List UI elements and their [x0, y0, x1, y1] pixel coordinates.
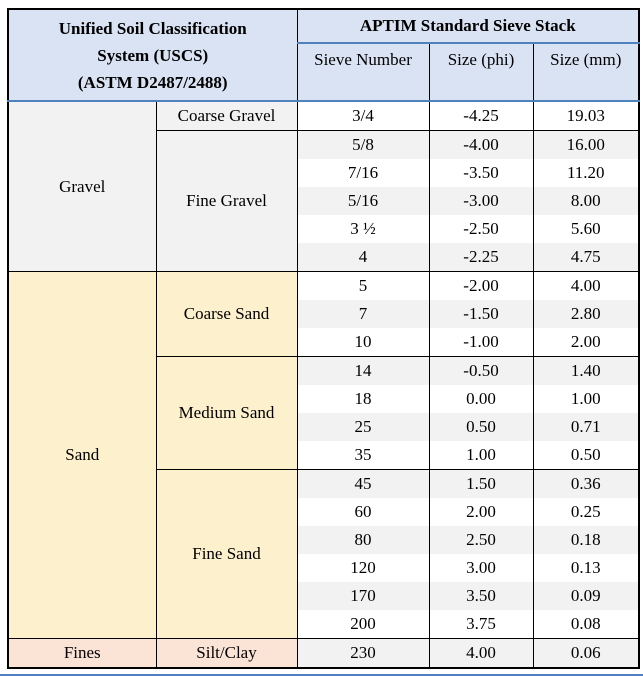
subgroup-label-cell: Medium Sand [156, 357, 297, 470]
cell-sieve-number: 80 [297, 526, 429, 554]
cell-size-mm: 8.00 [533, 187, 639, 215]
cell-size-mm: 5.60 [533, 215, 639, 243]
cell-size-mm: 0.06 [533, 639, 639, 669]
cell-size-mm: 4.00 [533, 272, 639, 301]
cell-size-phi: -2.50 [429, 215, 533, 243]
cell-sieve-number: 230 [297, 639, 429, 669]
cell-sieve-number: 14 [297, 357, 429, 386]
subgroup-label-cell: Silt/Clay [156, 639, 297, 669]
cell-size-phi: -2.00 [429, 272, 533, 301]
table-row [8, 272, 639, 301]
cell-size-phi: 0.00 [429, 385, 533, 413]
header-row-top [8, 9, 639, 43]
cell-sieve-number: 3 ½ [297, 215, 429, 243]
cell-sieve-number: 5/16 [297, 187, 429, 215]
uscs-title-line-1: Unified Soil Classification [58, 18, 247, 38]
cell-sieve-number: 4 [297, 243, 429, 272]
cell-size-phi: -1.50 [429, 300, 533, 328]
cell-sieve-number: 120 [297, 554, 429, 582]
cell-size-mm: 11.20 [533, 159, 639, 187]
group-label-cell: Gravel [8, 101, 156, 272]
cell-size-phi: -1.00 [429, 328, 533, 357]
cell-size-phi: -3.50 [429, 159, 533, 187]
cell-sieve-number: 18 [297, 385, 429, 413]
table-body [8, 101, 639, 668]
cell-size-mm: 0.36 [533, 470, 639, 499]
subgroup-label-cell: Coarse Gravel [156, 101, 297, 131]
col-header-size-phi: Size (phi) [429, 43, 533, 101]
cell-sieve-number: 7 [297, 300, 429, 328]
cell-sieve-number: 7/16 [297, 159, 429, 187]
cell-sieve-number: 35 [297, 441, 429, 470]
cell-size-phi: -2.25 [429, 243, 533, 272]
cell-size-mm: 16.00 [533, 131, 639, 160]
sieve-stack-table [7, 8, 640, 669]
uscs-title-line-3: (ASTM D2487/2488) [77, 72, 228, 92]
cell-sieve-number: 200 [297, 610, 429, 639]
cell-sieve-number: 5/8 [297, 131, 429, 160]
group-label-cell: Fines [8, 639, 156, 669]
cell-size-mm: 1.40 [533, 357, 639, 386]
cell-size-mm: 1.00 [533, 385, 639, 413]
uscs-header-cell [8, 9, 297, 101]
aptim-header-cell: APTIM Standard Sieve Stack [297, 9, 639, 43]
cell-size-mm: 2.80 [533, 300, 639, 328]
cell-size-phi: -4.25 [429, 101, 533, 131]
cell-sieve-number: 45 [297, 470, 429, 499]
cell-size-phi: 1.50 [429, 470, 533, 499]
cell-size-mm: 0.71 [533, 413, 639, 441]
cell-size-mm: 0.18 [533, 526, 639, 554]
cell-sieve-number: 3/4 [297, 101, 429, 131]
cell-sieve-number: 5 [297, 272, 429, 301]
cell-sieve-number: 60 [297, 498, 429, 526]
cell-size-phi: 2.00 [429, 498, 533, 526]
cell-size-phi: -0.50 [429, 357, 533, 386]
cell-size-mm: 0.25 [533, 498, 639, 526]
cell-size-phi: 3.00 [429, 554, 533, 582]
subgroup-label-cell: Coarse Sand [156, 272, 297, 357]
col-header-sieve-number: Sieve Number [297, 43, 429, 101]
cell-size-phi: 4.00 [429, 639, 533, 669]
cell-size-mm: 4.75 [533, 243, 639, 272]
table-row [8, 639, 639, 669]
cell-size-phi: -3.00 [429, 187, 533, 215]
cell-size-phi: 0.50 [429, 413, 533, 441]
cell-size-phi: 1.00 [429, 441, 533, 470]
cell-size-phi: -4.00 [429, 131, 533, 160]
cell-size-mm: 0.50 [533, 441, 639, 470]
cell-sieve-number: 25 [297, 413, 429, 441]
table-header [8, 9, 639, 101]
cell-size-phi: 3.75 [429, 610, 533, 639]
uscs-title-line-2: System (USCS) [97, 45, 209, 65]
cell-size-phi: 2.50 [429, 526, 533, 554]
cell-size-phi: 3.50 [429, 582, 533, 610]
cell-sieve-number: 170 [297, 582, 429, 610]
cell-size-mm: 0.09 [533, 582, 639, 610]
col-header-size-mm: Size (mm) [533, 43, 639, 101]
cell-size-mm: 0.08 [533, 610, 639, 639]
subgroup-label-cell: Fine Gravel [156, 131, 297, 272]
cell-sieve-number: 10 [297, 328, 429, 357]
cell-size-mm: 19.03 [533, 101, 639, 131]
subgroup-label-cell: Fine Sand [156, 470, 297, 639]
group-label-cell: Sand [8, 272, 156, 639]
cell-size-mm: 2.00 [533, 328, 639, 357]
cell-size-mm: 0.13 [533, 554, 639, 582]
table-row [8, 101, 639, 131]
